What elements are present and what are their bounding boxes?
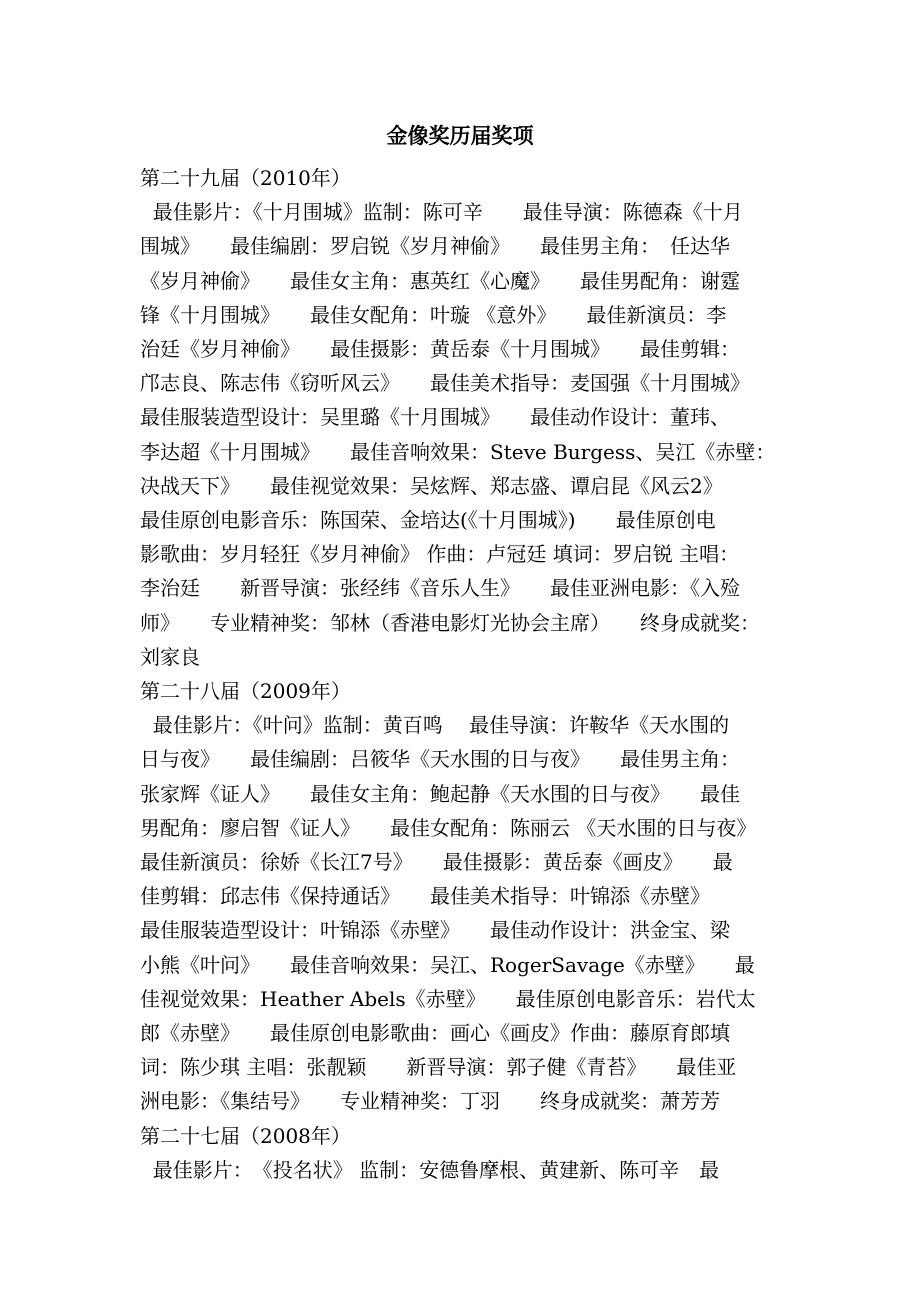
text-line: 刘家良 <box>140 644 200 669</box>
section-heading: 第二十九届（2010年） <box>140 166 351 190</box>
text-line: 师》 专业精神奖：邹林（香港电影灯光协会主席） 终身成就奖： <box>140 610 760 635</box>
text-line: 佳剪辑：邱志伟《保持通话》 最佳美术指导：叶锦添《赤壁》 <box>140 884 710 909</box>
text-line: 最佳原创电影音乐：陈国荣、金培达(《十月围城》) 最佳原创电 <box>140 508 716 532</box>
text-line: 最佳服装造型设计：吴里璐《十月围城》 最佳动作设计：董玮、 <box>140 405 730 430</box>
section-heading: 第二十七届（2008年） <box>140 1123 351 1148</box>
text-line: 最佳影片： 《投名状》 监制：安德鲁摩根、黄建新、陈可辛 最 <box>140 1157 720 1182</box>
text-line: 最佳新演员：徐娇《长江7号》 最佳摄影：黄岳泰《画皮》 最 <box>140 850 733 874</box>
text-line: 佳视觉效果：Heather Abels《赤壁》 最佳原创电影音乐：岩代太 <box>140 986 756 1011</box>
text-line: 男配角：廖启智《证人》 最佳女配角：陈丽云 《天水围的日与夜》 <box>140 815 757 840</box>
text-line: 郎《赤壁》 最佳原创电影歌曲：画心《画皮》作曲：藤原育郎填 <box>140 1021 730 1045</box>
text-line: 最佳影片：《十月围城》监制：陈可辛 最佳导演：陈德森《十月 <box>140 200 743 225</box>
section-heading: 第二十八届（2009年） <box>140 679 351 703</box>
text-line: 小熊《叶问》 最佳音响效果：吴江、RogerSavage《赤壁》 最 <box>140 952 755 977</box>
text-line: 决战天下》 最佳视觉效果：吴炫辉、郑志盛、谭启昆《风云2》 <box>140 473 723 498</box>
text-line: 李达超《十月围城》 最佳音响效果：Steve Burgess、吴江《赤壁： <box>140 439 776 464</box>
text-line: 治廷《岁月神偷》 最佳摄影：黄岳泰《十月围城》 最佳剪辑： <box>140 337 740 361</box>
text-line: 日与夜》 最佳编剧：吕筱华《天水围的日与夜》 最佳男主角： <box>140 747 740 772</box>
text-line: 邝志良、陈志伟《窃听风云》 最佳美术指导：麦国强《十月围城》 <box>140 371 750 396</box>
text-line: 锋《十月围城》 最佳女配角：叶璇 《意外》 最佳新演员：李 <box>140 302 727 327</box>
text-line: 李治廷 新晋导演：张经纬《音乐人生》 最佳亚洲电影：《入殓 <box>140 576 740 601</box>
document-title: 金像奖历届奖项 <box>386 123 534 148</box>
text-line: 洲电影：《集结号》 专业精神奖：丁羽 终身成就奖：萧芳芳 <box>140 1089 720 1114</box>
text-line: 《岁月神偷》 最佳女主角：惠英红《心魔》 最佳男配角：谢霆 <box>140 268 740 293</box>
text-line: 词：陈少琪 主唱：张靓颖 新晋导演：郭子健《青苔》 最佳亚 <box>140 1055 737 1080</box>
text-line: 最佳服装造型设计：叶锦添《赤壁》 最佳动作设计：洪金宝、梁 <box>140 918 730 943</box>
text-line: 影歌曲：岁月轻狂《岁月神偷》 作曲：卢冠廷 填词：罗启锐 主唱： <box>140 542 740 567</box>
text-line: 最佳影片：《叶问》监制：黄百鸣 最佳导演：许鞍华《天水围的 <box>140 713 730 738</box>
text-line: 围城》 最佳编剧：罗启锐《岁月神偷》 最佳男主角： 任达华 <box>140 234 730 259</box>
text-line: 张家辉《证人》 最佳女主角：鲍起静《天水围的日与夜》 最佳 <box>140 781 740 806</box>
